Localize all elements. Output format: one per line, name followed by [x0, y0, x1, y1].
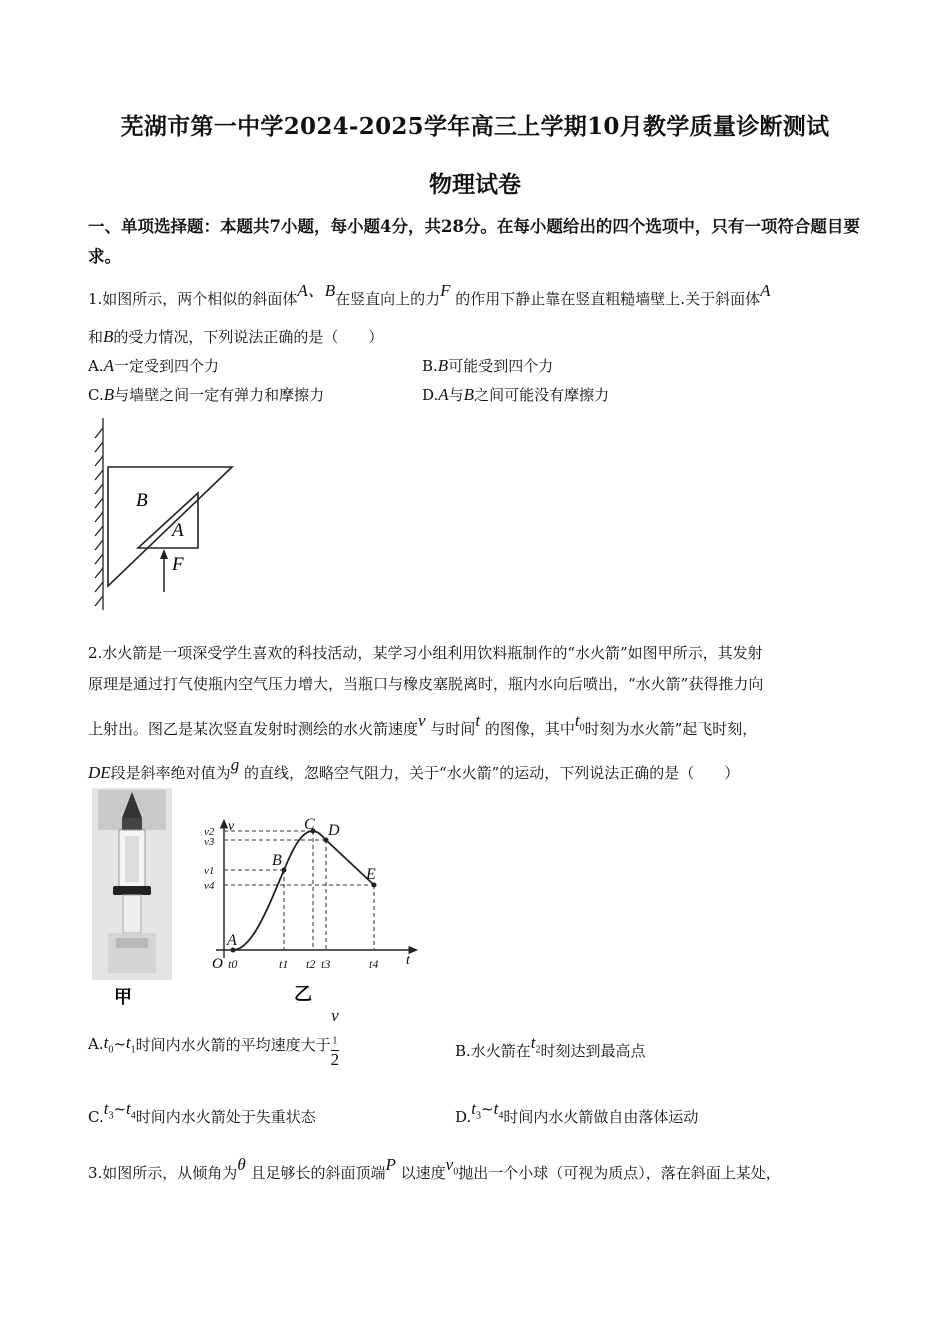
- svg-text:t4: t4: [369, 957, 379, 971]
- q2-stem-line1: 2.水火箭是一项深受学生喜欢的科技活动，某学习小组利用饮料瓶制作的“水火箭”如图甲所示，其发射: [88, 644, 763, 662]
- svg-text:t0: t0: [228, 957, 238, 971]
- q2-option-d[interactable]: $D.t_3\sim t_4$时间内水火箭做自由落体运动: [455, 1099, 699, 1126]
- q1-option-a[interactable]: A.A一定受到四个力: [88, 356, 220, 375]
- q2-option-a[interactable]: A. $t_0$ ~ $t_1$ 时间内水火箭的平均速度大于 v $_1$ 2: [88, 1005, 340, 1070]
- fraction-v1-over-2: v $_1$ 2: [330, 1005, 340, 1070]
- svg-text:t3: t3: [321, 957, 331, 971]
- q1-option-d[interactable]: D.A与B之间可能没有摩擦力: [422, 385, 610, 404]
- velocity-time-graph: [196, 818, 428, 1006]
- svg-text:E: E: [366, 866, 376, 883]
- title-line1: 芜湖市第一中学2024-2025学年高三上学期10月教学质量诊断测试: [120, 113, 830, 140]
- q2-stem-line4: DE段是斜率绝对值为g 的直线，忽略空气阻力，关于“水火箭”的运动，下列说法正确的是（ ）: [88, 755, 740, 782]
- svg-text:v1: v1: [204, 865, 215, 877]
- svg-text:v3: v3: [204, 836, 215, 848]
- wall-hatching: [95, 418, 103, 610]
- v-tick-labels: [204, 826, 215, 892]
- label-f: F: [172, 554, 184, 575]
- svg-text:C: C: [304, 818, 315, 833]
- fig-label-yi: 乙: [294, 984, 312, 1005]
- arrow-head: [160, 549, 168, 559]
- t-axis-label: t: [406, 953, 410, 968]
- svg-text:B: B: [272, 852, 282, 869]
- q2-stem-line2: 原理是通过打气使瓶内空气压力增大，当瓶口与橡皮塞脱离时，瓶内水向后喷出，“水火箭”获得推力向: [88, 675, 764, 693]
- v-axis-label: v: [228, 819, 235, 834]
- svg-text:v4: v4: [204, 880, 215, 892]
- t-tick-labels: [228, 957, 378, 971]
- origin-label: O: [212, 956, 223, 972]
- q2-option-c[interactable]: $C.t_3\sim t_4$时间内水火箭处于失重状态: [88, 1099, 316, 1126]
- section-heading: 一、单项选择题：本题共7小题，每小题4分，共28分。在每小题给出的四个选项中，只有一项符合题目要求。: [88, 217, 860, 266]
- q1-stem-line1: 1.如图所示，两个相似的斜面体A、B在竖直向上的力F 的作用下静止靠在竖直粗糙墙壁上.关于斜面体A: [88, 281, 771, 308]
- velocity-curve: [233, 831, 374, 950]
- title-line2: 物理试卷: [429, 171, 521, 198]
- svg-text:t2: t2: [306, 957, 316, 971]
- q1-wedge-figure: [90, 414, 240, 614]
- svg-text:v2: v2: [204, 826, 215, 838]
- svg-text:D: D: [328, 822, 340, 839]
- svg-text:A: A: [227, 932, 237, 949]
- svg-text:t1: t1: [279, 957, 289, 971]
- fig-label-jia: 甲: [114, 987, 132, 1006]
- water-rocket-photo: [92, 788, 172, 1006]
- q1-option-b[interactable]: B.B可能受到四个力: [422, 356, 554, 375]
- wedge-b: [108, 467, 232, 586]
- curve-points: [231, 829, 377, 953]
- q2-stem-line3: 上射出。图乙是某次竖直发射时测绘的水火箭速度v 与时间t 的图像，其中$t_0$时刻为水火箭”起飞时刻，: [88, 711, 758, 738]
- label-b: B: [136, 490, 148, 511]
- q2-option-b[interactable]: B.水火箭在$t_2$时刻达到最高点: [455, 1033, 646, 1060]
- q1-option-c[interactable]: C.B与墙壁之间一定有弹力和摩擦力: [88, 385, 325, 404]
- q3-stem-line1: 3.如图所示，从倾角为θ 且足够长的斜面顶端P 以速度$v_0$抛出一个小球（可视为质点），落在斜面上某处，: [88, 1155, 781, 1182]
- guide-lines: [224, 831, 374, 950]
- label-a: A: [172, 520, 184, 541]
- q1-stem-line2: 和B的受力情况，下列说法正确的是（ ）: [88, 327, 384, 346]
